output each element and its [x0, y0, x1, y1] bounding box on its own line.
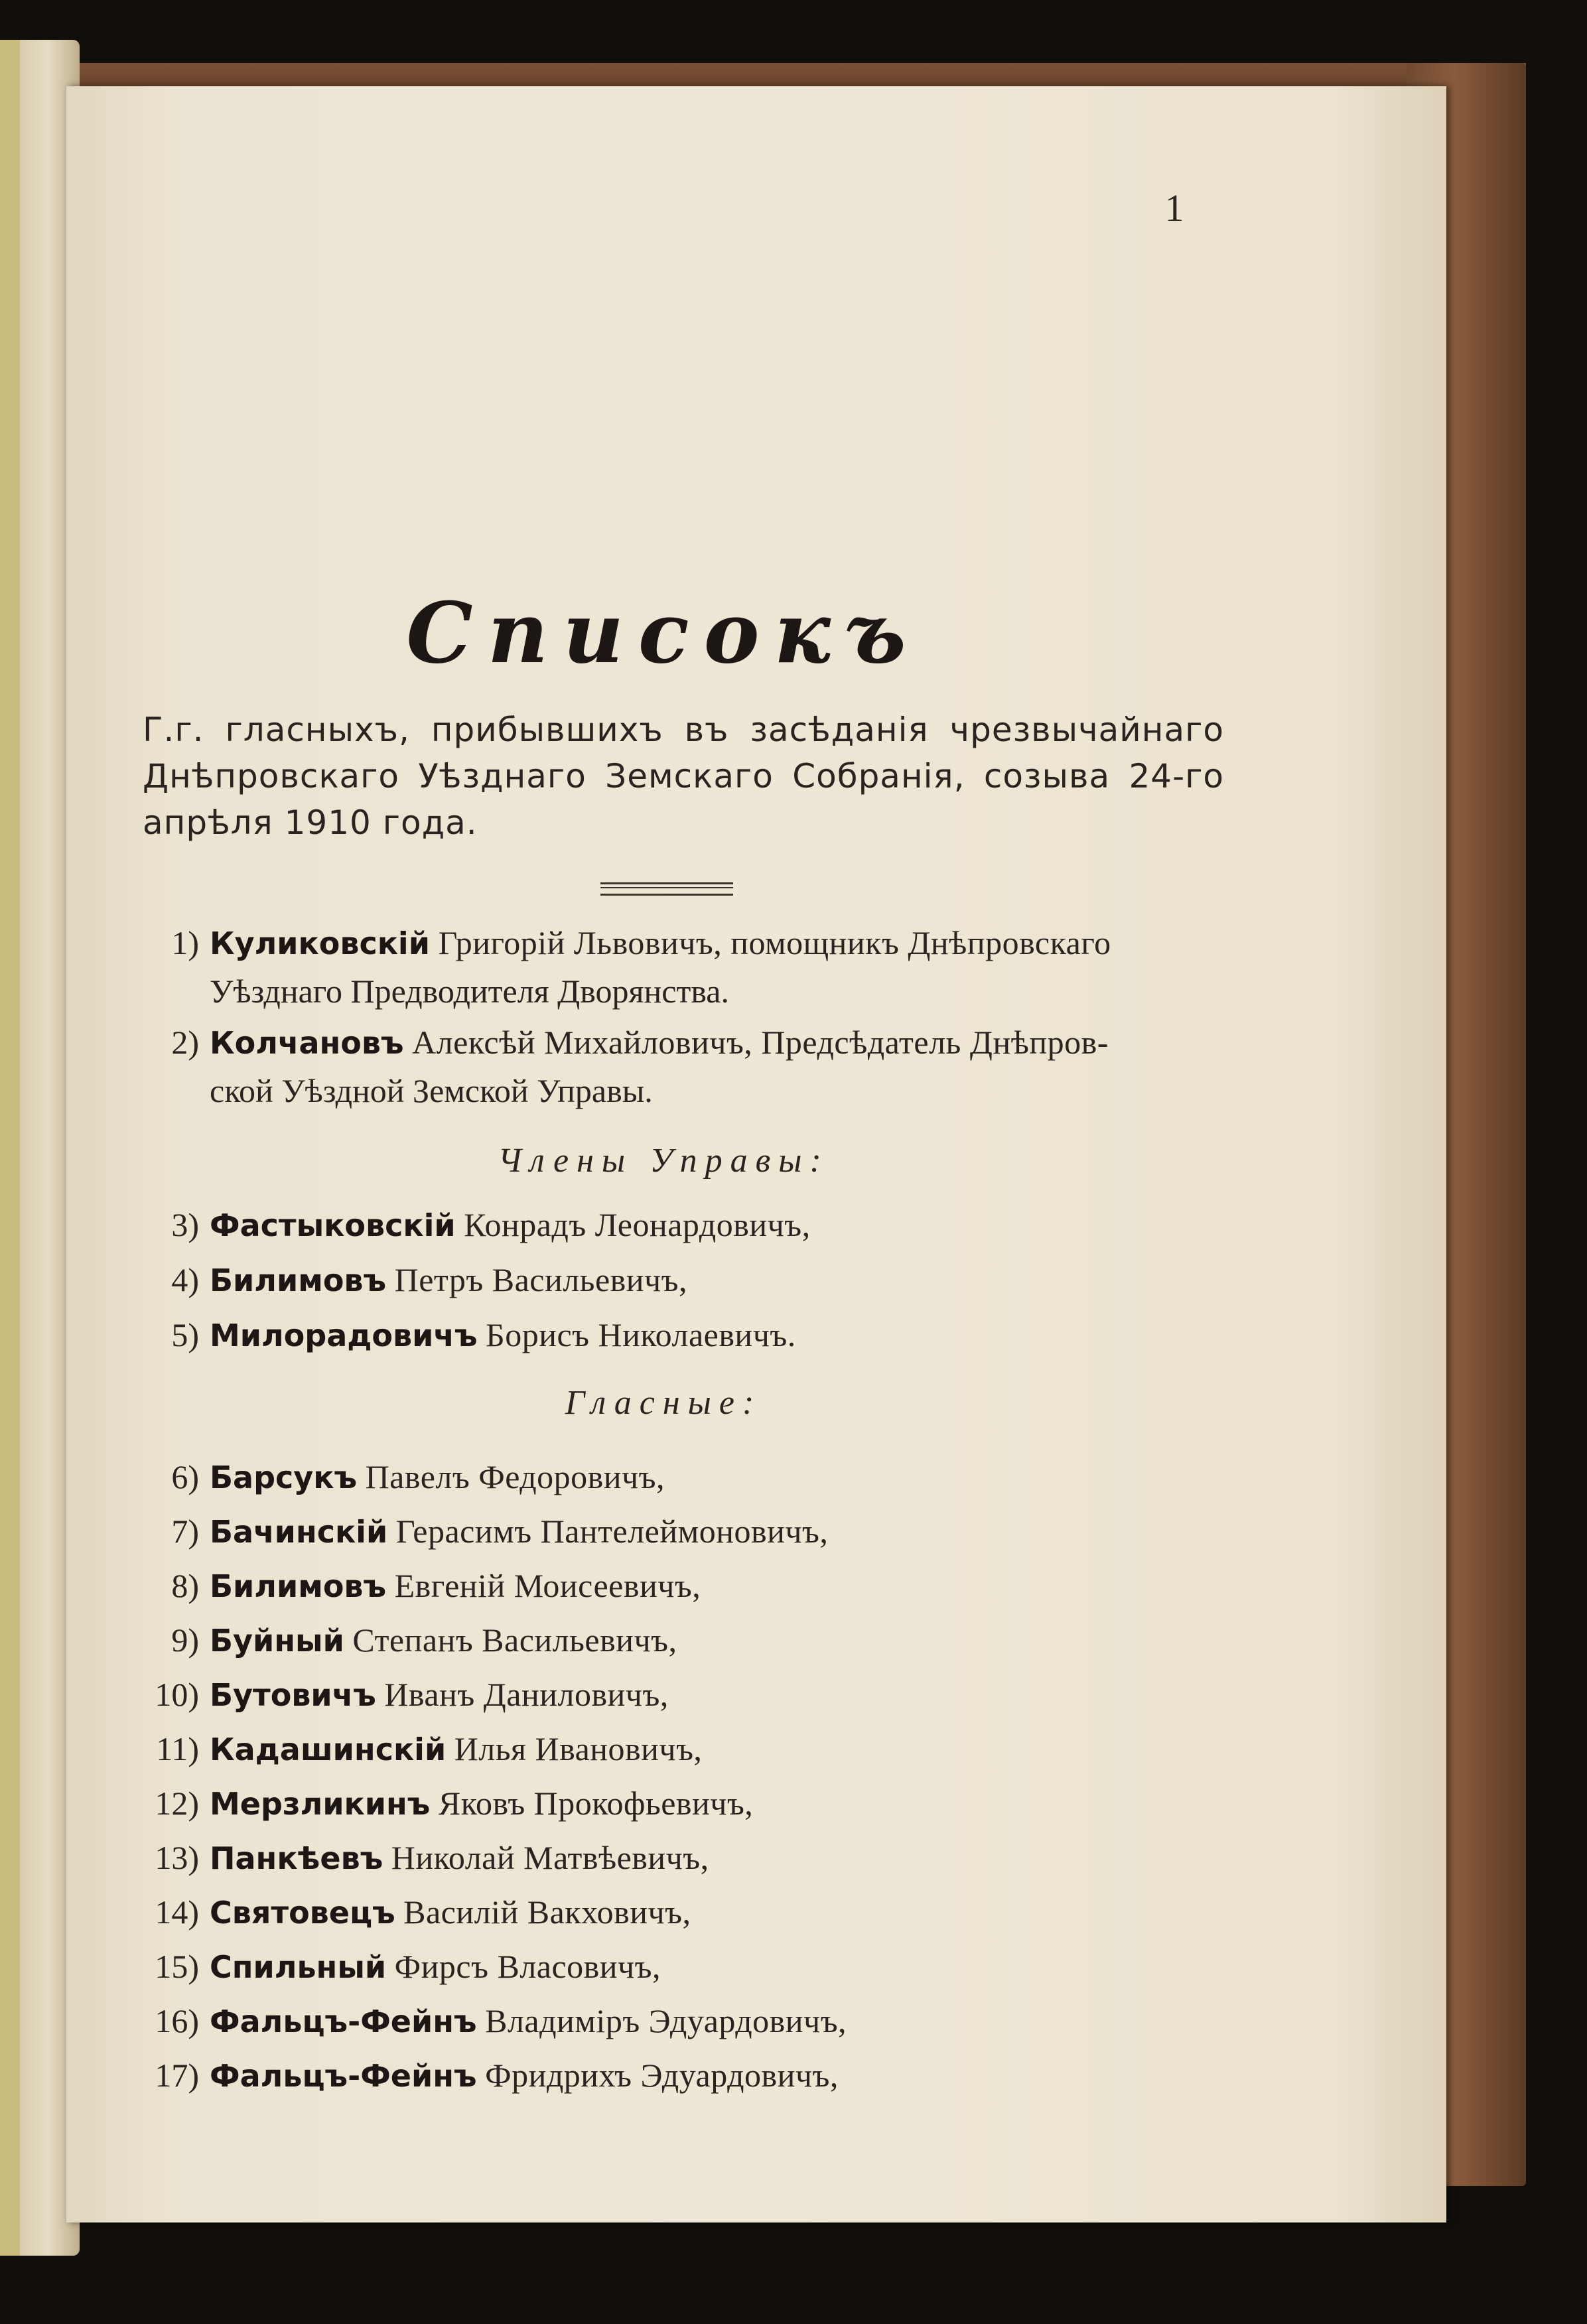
list-item-details: Григорій Львовичъ, помощникъ Днѣпровскаго — [438, 924, 1111, 961]
list-item-details: Николай Матвѣевичъ, — [391, 1839, 709, 1876]
page-title: Списокъ — [406, 584, 921, 682]
list-item-details: Степанъ Васильевичъ, — [352, 1621, 677, 1659]
list-item-continuation: Уѣзднаго Предводителя Дворянства. — [210, 973, 729, 1010]
list-item-surname: Билимовъ — [210, 1568, 387, 1604]
list-item — [139, 1725, 1227, 1773]
list-item-surname: Мерзликинъ — [210, 1786, 431, 1822]
list-item-surname: Панкѣевъ — [210, 1840, 383, 1876]
list-item-number: 14) — [155, 1893, 199, 1931]
section-heading-deputies: Гласные: — [565, 1384, 762, 1422]
list-item — [139, 1507, 1227, 1556]
list-item — [139, 1616, 1227, 1665]
list-item-details: Владиміръ Эдуардовичъ, — [485, 2002, 847, 2039]
list-item-number: 4) — [171, 1261, 199, 1298]
list-item-details: Василій Вакховичъ, — [403, 1893, 691, 1931]
list-item-surname: Спильный — [210, 1949, 387, 1985]
list-item-number: 10) — [155, 1676, 199, 1713]
page-subtitle: Г.г. гласныхъ, прибывшихъ въ засѣданія чрезвычайнаго Днѣпровскаго Уѣзднаго Земскаго Собранія, созыва 24-го апрѣля 1910 года. — [143, 711, 1224, 842]
list-item-number: 9) — [171, 1621, 199, 1659]
list-item-surname: Буйный — [210, 1623, 344, 1659]
list-item-number: 7) — [171, 1513, 199, 1550]
list-item-surname: Бутовичъ — [210, 1677, 376, 1713]
list-item-number: 1) — [171, 924, 199, 961]
list-item-details: Конрадъ Леонардовичъ, — [464, 1206, 811, 1243]
list-item — [139, 1453, 1227, 1501]
list-item-details: Фирсъ Власовичъ, — [394, 1948, 661, 1985]
list-item-details: Иванъ Даниловичъ, — [384, 1676, 669, 1713]
list-item-surname: Святовецъ — [210, 1895, 395, 1931]
list-item-surname: Куликовскій — [210, 925, 430, 961]
list-item — [139, 1671, 1227, 1719]
list-item-surname: Колчановъ — [210, 1025, 404, 1061]
page-number: 1 — [1164, 186, 1184, 230]
list-item-details: Павелъ Федоровичъ, — [365, 1458, 665, 1495]
decorative-rule — [600, 882, 733, 896]
list-item-number: 17) — [155, 2057, 199, 2094]
list-item-details: Фридрихъ Эдуардовичъ, — [485, 2057, 839, 2094]
list-item — [139, 1018, 1227, 1115]
list-item-number: 8) — [171, 1567, 199, 1604]
list-item — [139, 1834, 1227, 1882]
list-item-surname: Билимовъ — [210, 1263, 387, 1298]
list-item-number: 3) — [171, 1206, 199, 1243]
list-item-number: 15) — [155, 1948, 199, 1985]
list-item-details: Герасимъ Пантелеймоновичъ, — [395, 1513, 829, 1550]
list-item — [139, 919, 1227, 1015]
list-item — [139, 1779, 1227, 1828]
list-item — [139, 1256, 1227, 1304]
list-item-continuation: ской Уѣздной Земской Управы. — [210, 1072, 653, 1109]
list-item-details: Петръ Васильевичъ, — [394, 1261, 688, 1298]
list-item — [139, 2051, 1227, 2100]
list-item-surname: Бачинскій — [210, 1514, 388, 1550]
list-item-surname: Фальцъ-Фейнъ — [210, 2004, 477, 2039]
list-item-surname: Фальцъ-Фейнъ — [210, 2058, 477, 2094]
spine-strip — [0, 40, 20, 2256]
list-item — [139, 1888, 1227, 1937]
section-heading-members: Члены Управы: — [498, 1142, 829, 1180]
list-item-number: 13) — [155, 1839, 199, 1876]
list-item — [139, 1943, 1227, 1991]
list-item — [139, 1997, 1227, 2045]
list-item-details: Борисъ Николаевичъ. — [486, 1316, 796, 1353]
list-item-surname: Милорадовичъ — [210, 1318, 478, 1353]
list-item-number: 16) — [155, 2002, 199, 2039]
list-item-number: 6) — [171, 1458, 199, 1495]
list-item-surname: Барсукъ — [210, 1460, 358, 1495]
list-item-details: Евгеній Моисеевичъ, — [394, 1567, 701, 1604]
list-item — [139, 1311, 1227, 1359]
list-item-details: Яковъ Прокофьевичъ, — [438, 1785, 754, 1822]
list-item-surname: Кадашинскій — [210, 1732, 447, 1767]
list-item-number: 12) — [155, 1785, 199, 1822]
list-item-number: 5) — [171, 1316, 199, 1353]
list-item — [139, 1562, 1227, 1610]
list-item — [139, 1201, 1227, 1249]
list-item-surname: Фастыковскій — [210, 1207, 456, 1243]
list-item-number: 2) — [171, 1024, 199, 1061]
list-item-details: Алексѣй Михайловичъ, Предсѣдатель Днѣпров- — [412, 1024, 1109, 1061]
list-item-details: Илья Ивановичъ, — [454, 1730, 703, 1767]
list-item-number: 11) — [156, 1730, 199, 1767]
